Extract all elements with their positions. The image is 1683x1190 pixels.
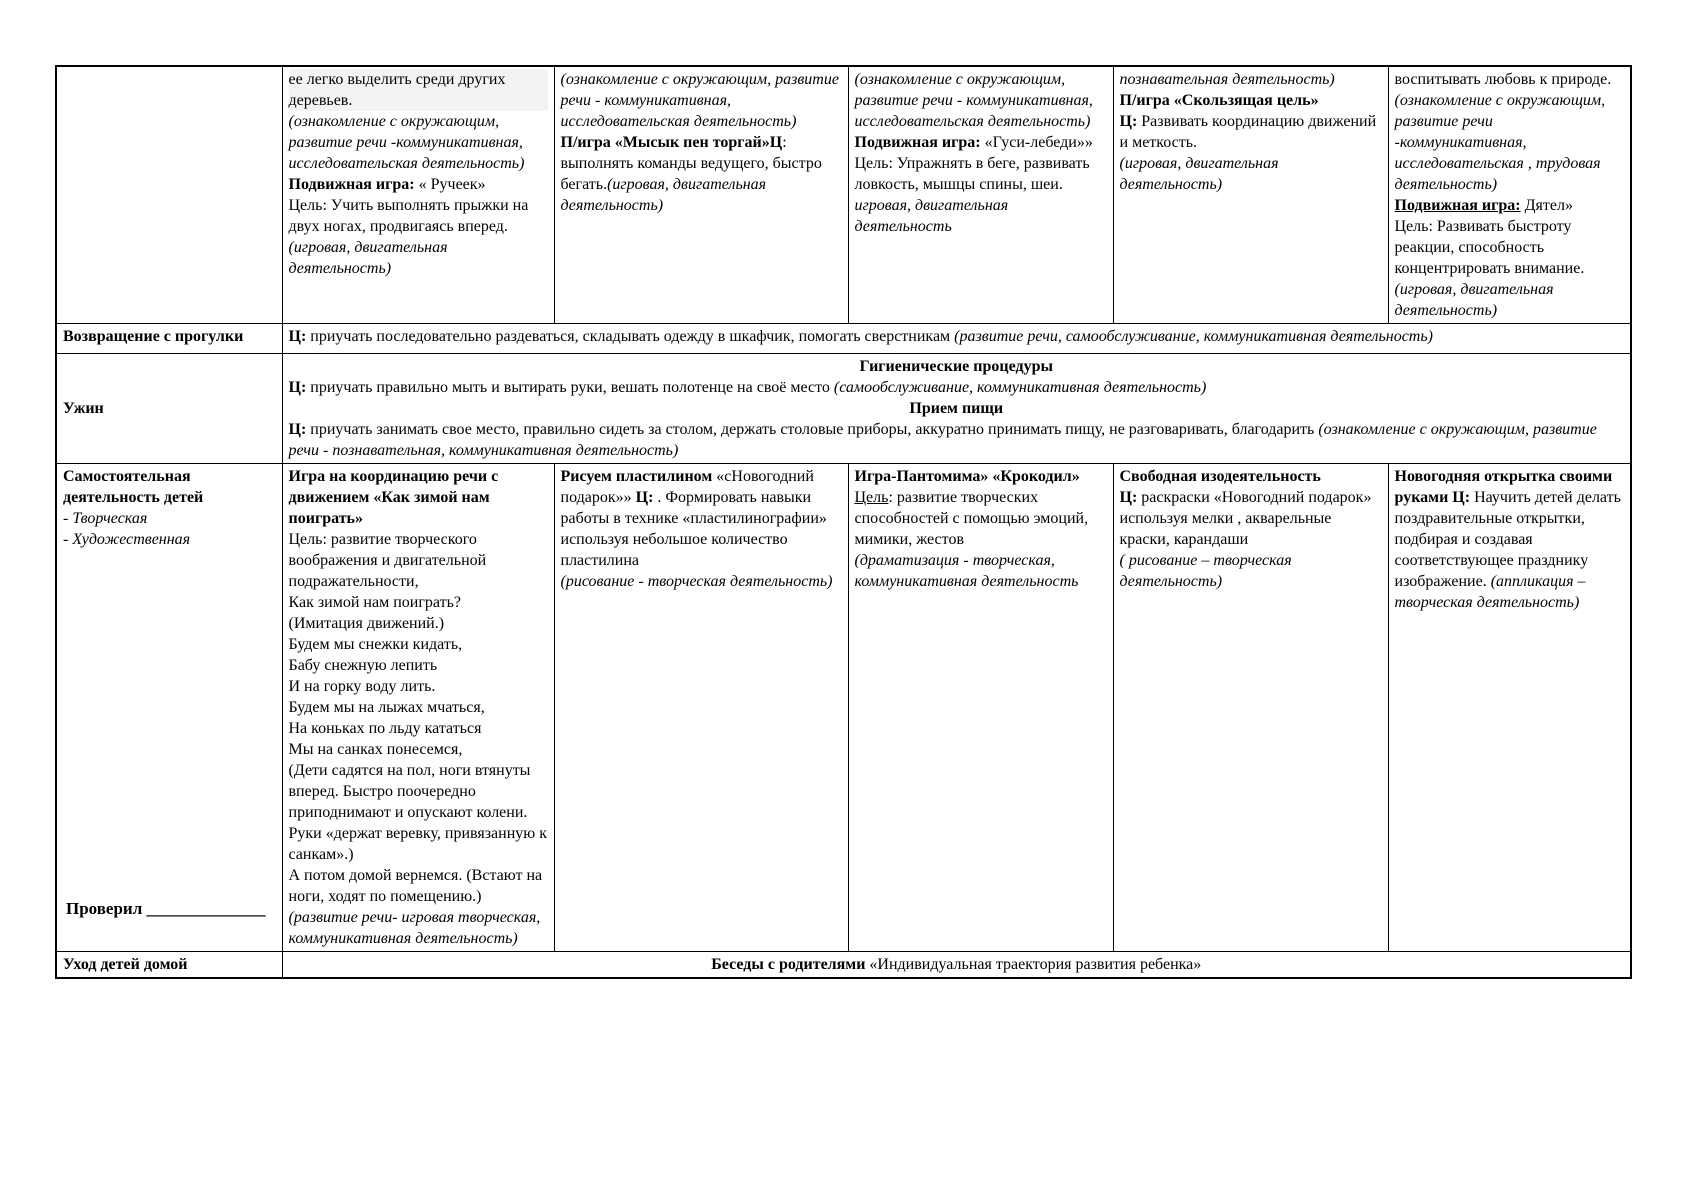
cell-independent-activity-4 — [1113, 464, 1388, 952]
paragraph — [289, 398, 1625, 419]
cell-independent-activity-3 — [848, 464, 1113, 952]
text-segment: : развитие творческих способностей с помощью эмоций, мимики, жестов — [854, 489, 1089, 548]
paragraph — [289, 69, 548, 111]
text-segment: Ц: — [1119, 489, 1138, 506]
text-segment: Научить детей делать поздравительные открытки, подбирая и создавая соответствующее празднику изображение. — [1394, 489, 1621, 590]
text-segment: приучать правильно мыть и вытирать руки, вешать полотенце на своё место — [306, 379, 834, 396]
text-segment: Ц: — [288, 379, 307, 396]
cell-independent-activity-5 — [1388, 464, 1631, 952]
paragraph — [1120, 90, 1382, 111]
text-segment: воспитывать любовь к природе. — [1394, 71, 1612, 88]
paragraph — [289, 377, 1625, 398]
paragraph — [289, 613, 548, 634]
paragraph — [1120, 466, 1382, 487]
paragraph — [63, 326, 276, 347]
text-segment: Как зимой нам поиграть? — [288, 594, 461, 611]
text-segment: Цель: Учить выполнять прыжки на двух ногах, продвигаясь вперед. — [288, 197, 529, 235]
paragraph — [289, 529, 548, 592]
text-segment: Подвижная игра: — [1394, 197, 1521, 214]
text-segment: познавательная деятельность) — [1119, 71, 1335, 88]
paragraph — [289, 592, 548, 613]
text-segment: На коньках по льду кататься — [288, 720, 482, 737]
row-walk-continuation — [56, 66, 1631, 324]
text-segment: (Имитация движений.) — [288, 615, 445, 632]
cell-independent-activity-2 — [554, 464, 848, 952]
cell-walk-label-empty — [56, 66, 282, 324]
paragraph — [289, 174, 548, 195]
text-segment: Цель: Упражнять в беге, развивать ловкость, мышцы спины, шеи. — [854, 155, 1090, 193]
text-segment: Игра на координацию речи с движением «Как зимой нам поиграть» — [288, 468, 499, 527]
row-dinner — [56, 354, 1631, 464]
paragraph — [289, 419, 1625, 461]
paragraph — [1120, 111, 1382, 153]
paragraph — [855, 132, 1107, 153]
row-going-home — [56, 952, 1631, 979]
daily-plan-table — [55, 65, 1632, 979]
paragraph — [1395, 195, 1625, 216]
cell-walk-activity-3 — [848, 66, 1113, 324]
text-segment: Бабу снежную лепить — [288, 657, 438, 674]
paragraph — [63, 529, 276, 550]
text-segment: Возвращение с прогулки — [63, 328, 244, 345]
text-segment: Ц: — [1119, 113, 1138, 130]
text-segment: (ознакомление с окружающим, развитие речи - познавательная, коммуникативная деятельность) — [288, 421, 1597, 459]
text-segment: (самообслуживание, коммуникативная деятельность) — [833, 379, 1207, 396]
text-segment: (развитие речи, самообслуживание, коммуникативная деятельность) — [954, 328, 1433, 345]
paragraph — [289, 111, 548, 174]
checked-by-signature — [66, 898, 266, 920]
text-segment: Новогодняя открытка своими руками Ц: — [1394, 468, 1613, 506]
text-segment: Мы на санках понесемся, — [288, 741, 463, 758]
text-segment: П/игра «Мысык пен торгай»Ц — [560, 134, 783, 151]
paragraph — [289, 739, 548, 760]
text-segment: Прием пищи — [909, 400, 1004, 417]
text-segment: (рисование - творческая деятельность) — [560, 573, 833, 590]
text-segment: (ознакомление с окружающим, развитие речи - коммуникативная, исследовательская деятельность) — [854, 71, 1093, 130]
cell-home-content — [282, 952, 1631, 979]
text-segment: Уход детей домой — [63, 956, 188, 973]
cell-walk-activity-4 — [1113, 66, 1388, 324]
text-segment: - Творческая — [63, 510, 148, 527]
paragraph — [289, 676, 548, 697]
text-segment: Игра-Пантомима» «Крокодил» — [854, 468, 1080, 485]
paragraph — [1120, 550, 1382, 592]
text-segment: (ознакомление с окружающим, развитие речи -коммуникативная, исследовательская деятельность) — [288, 113, 525, 172]
text-segment: Будем мы снежки кидать, — [288, 636, 463, 653]
text-segment: И на горку воду лить. — [288, 678, 436, 695]
text-segment: (Дети садятся на пол, ноги втянуты вперед. Быстро поочередно приподнимают и опускают колени. Руки «держат веревку, привязанную к санкам».) — [288, 762, 547, 863]
paragraph — [63, 954, 276, 975]
text-segment: Дятел» — [1520, 197, 1573, 214]
cell-independent-activity-1 — [282, 464, 554, 952]
text-segment: Подвижная игра: — [288, 176, 415, 193]
paragraph — [1120, 69, 1382, 90]
text-segment: (игровая, двигательная деятельность) — [1119, 155, 1279, 193]
paragraph — [855, 487, 1107, 550]
text-segment: Цель — [854, 489, 889, 506]
paragraph — [289, 356, 1625, 377]
paragraph — [289, 954, 1625, 975]
text-segment: . Формировать навыки работы в технике «пластилинографии» используя небольшое количество пластилина — [560, 489, 827, 569]
text-segment: Проверил — [66, 899, 143, 918]
text-segment: ______________ — [142, 899, 266, 918]
paragraph — [855, 466, 1107, 487]
paragraph — [1395, 69, 1625, 90]
cell-return-content — [282, 324, 1631, 354]
cell-dinner-content — [282, 354, 1631, 464]
text-segment: (игровая, двигательная деятельность) — [288, 239, 448, 277]
paragraph — [561, 69, 842, 132]
cell-walk-activity-1 — [282, 66, 554, 324]
text-segment: Ц: — [635, 489, 654, 506]
text-segment: (игровая, двигательная деятельность) — [1394, 281, 1554, 319]
text-segment: ее легко выделить среди других деревьев. — [288, 71, 506, 109]
paragraph — [289, 237, 548, 279]
text-segment: приучать занимать свое место, правильно сидеть за столом, держать столовые приборы, аккуратно принимать пищу, не разговаривать, благодарить — [306, 421, 1319, 438]
paragraph — [289, 326, 1625, 347]
paragraph — [289, 466, 548, 529]
paragraph — [1395, 466, 1625, 613]
text-segment: Подвижная игра: — [854, 134, 981, 151]
text-segment: раскраски «Новогодний подарок» используя мелки , акварельные краски, карандаши — [1119, 489, 1372, 548]
text-segment: Беседы с родителями — [711, 956, 866, 973]
paragraph — [63, 508, 276, 529]
paragraph — [1120, 487, 1382, 550]
paragraph — [561, 466, 842, 571]
text-segment: «Индивидуальная траектория развития ребенка» — [865, 956, 1202, 973]
paragraph — [561, 132, 842, 216]
text-segment: Цель: Развивать быстроту реакции, способность концентрировать внимание. — [1394, 218, 1585, 277]
paragraph — [1395, 90, 1625, 195]
text-segment: Развивать координацию движений и меткость. — [1119, 113, 1377, 151]
text-segment: приучать последовательно раздеваться, складывать одежду в шкафчик, помогать сверстникам — [306, 328, 955, 345]
paragraph — [289, 907, 548, 949]
text-segment: Цель: развитие творческого воображения и двигательной подражательности, — [288, 531, 487, 590]
text-segment: игровая, двигательная деятельность — [854, 197, 1009, 235]
cell-return-label — [56, 324, 282, 354]
text-segment: : выполнять команды ведущего, быстро бегать. — [560, 134, 822, 193]
paragraph — [855, 550, 1107, 592]
row-return-from-walk — [56, 324, 1631, 354]
text-segment: (драматизация - творческая, коммуникативная деятельность — [854, 552, 1079, 590]
text-segment: Будем мы на лыжах мчаться, — [288, 699, 485, 716]
paragraph — [289, 195, 548, 237]
text-segment: (игровая, двигательная деятельность) — [560, 176, 767, 214]
paragraph — [63, 398, 276, 419]
text-segment: ( рисование – творческая деятельность) — [1119, 552, 1292, 590]
paragraph — [66, 898, 266, 920]
text-segment: (ознакомление с окружающим, развитие речи -коммуникативная, исследовательская , трудовая деятельность) — [1394, 92, 1606, 193]
text-segment: Ужин — [63, 400, 104, 417]
paragraph — [1120, 153, 1382, 195]
cell-dinner-label — [56, 354, 282, 464]
paragraph — [289, 760, 548, 865]
text-segment: (развитие речи- игровая творческая, коммуникативная деятельность) — [288, 909, 541, 947]
paragraph — [561, 571, 842, 592]
text-segment: П/игра «Скользящая цель» — [1119, 92, 1319, 109]
paragraph — [1395, 279, 1625, 321]
paragraph — [289, 655, 548, 676]
text-segment: - Художественная — [63, 531, 191, 548]
paragraph — [289, 634, 548, 655]
paragraph — [855, 195, 1107, 237]
text-segment: Рисуем пластилином — [560, 468, 713, 485]
text-segment: «сНовогодний подарок»» — [560, 468, 814, 506]
text-segment: Гигиенические процедуры — [859, 358, 1053, 375]
text-segment: Ц: — [288, 421, 307, 438]
text-segment: (ознакомление с окружающим, развитие речи - коммуникативная, исследовательская деятельность) — [560, 71, 839, 130]
cell-walk-activity-2 — [554, 66, 848, 324]
row-independent-activity — [56, 464, 1631, 952]
paragraph — [1395, 216, 1625, 279]
paragraph — [855, 153, 1107, 195]
text-segment: «Гуси-лебеди»» — [980, 134, 1093, 151]
text-segment: А потом домой вернемся. (Встают на ноги, ходят по помещению.) — [288, 867, 543, 905]
text-segment: Свободная изодеятельность — [1119, 468, 1321, 485]
cell-home-label — [56, 952, 282, 979]
paragraph — [289, 865, 548, 907]
text-segment: « Ручеек» — [414, 176, 486, 193]
paragraph — [855, 69, 1107, 132]
cell-independent-label — [56, 464, 282, 952]
text-segment: Самостоятельная деятельность детей — [63, 468, 204, 506]
paragraph — [63, 466, 276, 508]
text-segment: Ц: — [288, 328, 307, 345]
paragraph — [289, 718, 548, 739]
text-segment: (аппликация – творческая деятельность) — [1394, 573, 1586, 611]
cell-walk-activity-5 — [1388, 66, 1631, 324]
paragraph — [289, 697, 548, 718]
